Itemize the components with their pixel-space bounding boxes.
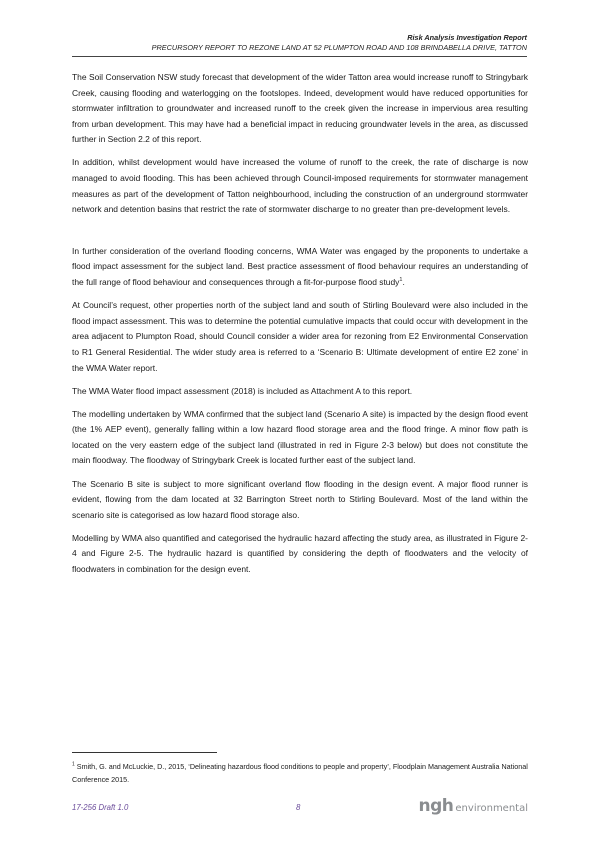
logo-sub-text: environmental	[455, 803, 528, 814]
paragraph: Modelling by WMA also quantified and categorised the hydraulic hazard affecting the study area, as illustrated in Figure 2-4 and Figure 2-5. The hydraulic hazard is quantified by considering the depth of floodwaters and the velocity of floodwaters in combination for the design event.	[72, 532, 528, 575]
paragraph: In further consideration of the overland flooding concerns, WMA Water was engaged by the proponents to undertake a flood impact assessment for the subject land. Best practice assessment of flood behaviour requires an understanding of the full range of flood behaviour and consequences through a fit-for-purpose flood study$^1$.	[72, 245, 528, 288]
paragraph: In addition, whilst development would have increased the volume of runoff to the creek, the rate of discharge is now managed to avoid flooding. This has been achieved through Council-imposed requirements for stormwater management measures as part of the development of Tatton neighbourhood, including the construction of an underground stormwater network and detention basins that restrict the rate of stormwater discharge to no greater than pre-development levels.	[72, 157, 528, 215]
body-text	[72, 70, 528, 585]
footer-doc-id: 17-256 Draft 1.0	[72, 803, 129, 812]
header-divider	[72, 56, 527, 57]
paragraph-text: In further consideration of the overland flooding concerns, WMA Water was engaged by the proponents to undertake a flood impact assessment for the subject land. Best practice assessment of flood behaviour requires an understanding of the full range of flood behaviour and consequences through a fit-for-purpose flood study	[72, 245, 528, 288]
header-subtitle: PRECURSORY REPORT TO REZONE LAND AT 52 PLUMPTON ROAD AND 108 BRINDABELLA DRIVE, TATTON	[151, 43, 527, 52]
header-title: Risk Analysis Investigation Report	[407, 33, 527, 42]
paragraph: The Scenario B site is subject to more significant overland flow flooding in the design event. A major flood runner is evident, flowing from the dam located at 32 Barrington Street north to Stirling Boulevard. Most of the land within the scenario site is categorised as low hazard flood storage also.	[72, 478, 528, 520]
paragraph: The Soil Conservation NSW study forecast that development of the wider Tatton area would increase runoff to Stringybark Creek, causing flooding and waterlogging on the footslopes. Indeed, development would have reduced opportunities for stormwater infiltration to groundwater and increased runoff to the creek given the increase in impervious area resulting from urban development. This may have had a beneficial impact in reducing groundwater levels in the area, as discussed further in Section 2.2 of this report.	[72, 72, 528, 145]
footnote-divider	[72, 752, 217, 753]
page-number: 8	[296, 803, 301, 812]
paragraph: The modelling undertaken by WMA confirmed that the subject land (Scenario A site) is impacted by the design flood event (the 1% AEP event), generally falling within a low hazard flood storage area and the flood fringe. A minor flow path is located on the very eastern edge of the subject land (illustrated in red in Figure 2-3 below) but does not constitute the main floodway. The floodway of Stringybark Creek is located further east of the subject land.	[72, 408, 528, 466]
ngh-environmental-logo	[419, 796, 528, 816]
paragraph: At Council’s request, other properties north of the subject land and south of Stirling Boulevard were also included in the flood impact assessment. This was to determine the potential cumulative impacts that could occur with development in the area adjacent to Plumpton Road, should Council consider a wider area for rezoning from E2 Environmental Conservation to R1 General Residential. The wider study area is referred to a ‘Scenario B: Ultimate development of entire E2 zone’ in the WMA Water report.	[72, 300, 528, 373]
running-header	[152, 33, 527, 53]
logo-main-text: ngh	[418, 796, 454, 816]
footnote-marker: 1	[72, 761, 75, 768]
footnote-reference[interactable]: 1	[399, 277, 403, 284]
paragraph: The WMA Water flood impact assessment (2018) is included as Attachment A to this report.	[72, 385, 413, 396]
footnote-text: Smith, G. and McLuckie, D., 2015, ‘Delineating hazardous flood conditions to people and property’, Floodplain Management Australia National Conference 2015.	[72, 762, 528, 784]
footnote	[72, 761, 528, 786]
